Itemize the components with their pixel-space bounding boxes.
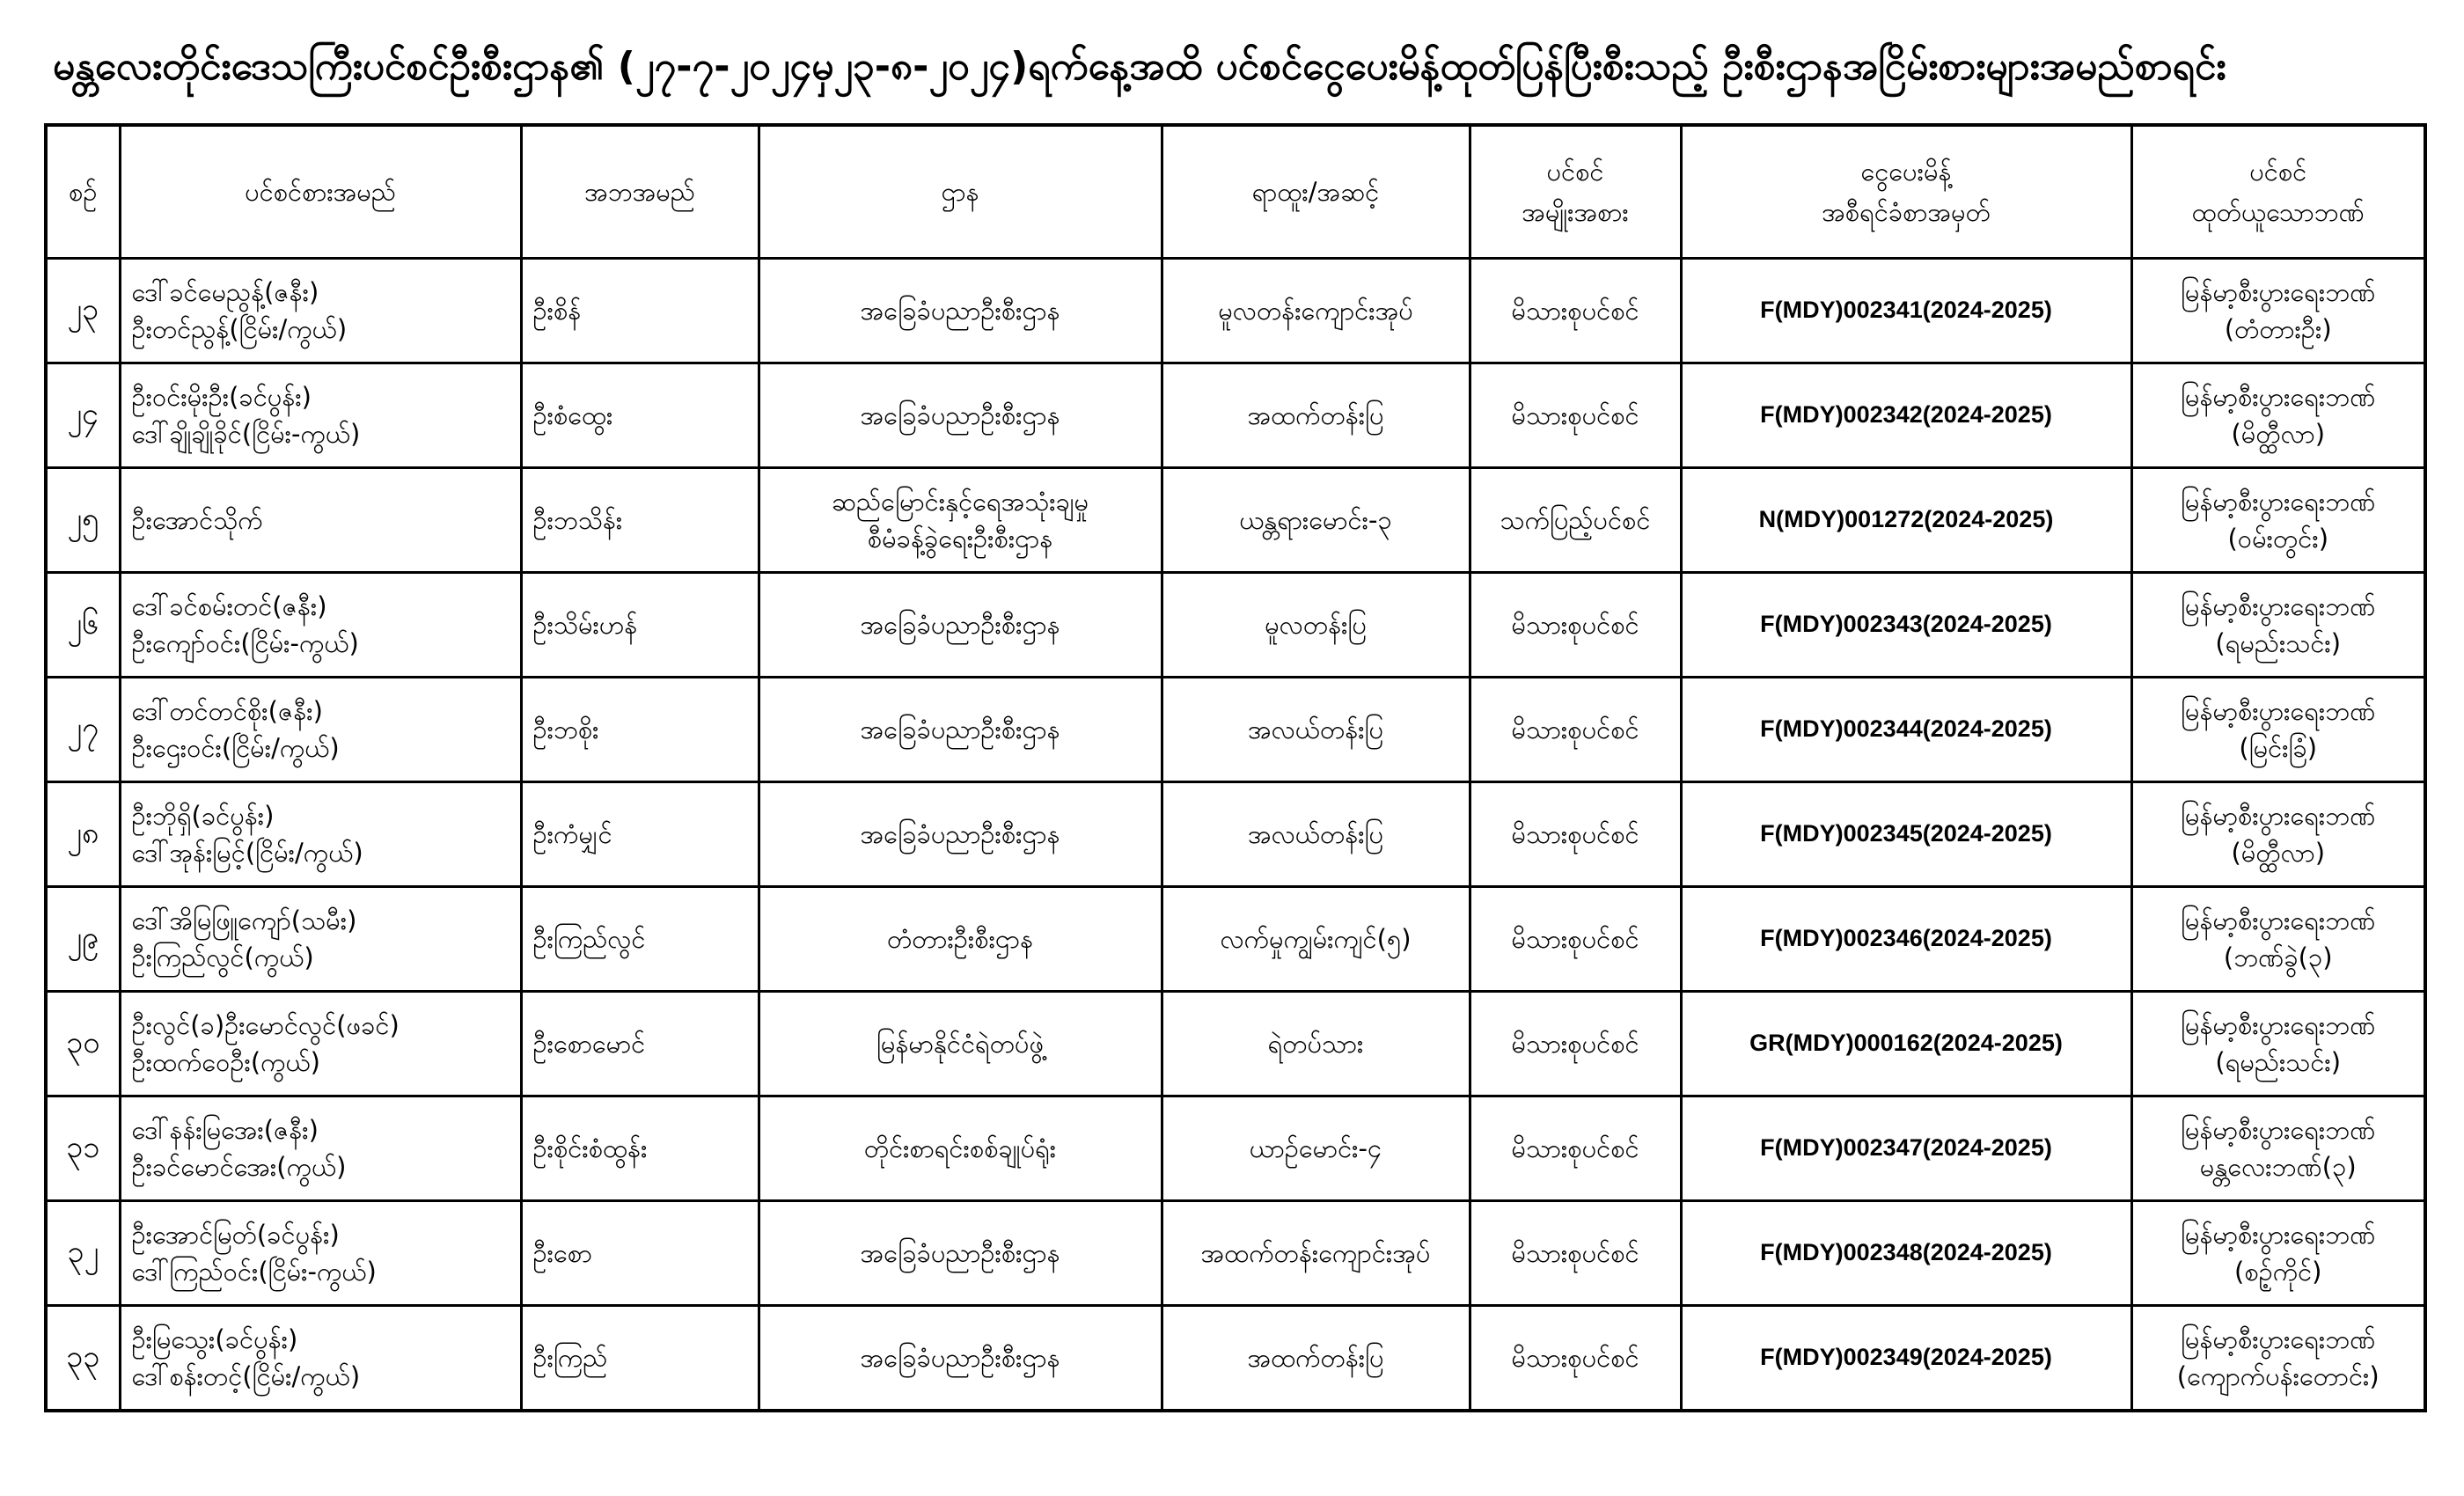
cell-name-line2: ဒေါ်စန်းတင့်(ငြိမ်း/ကွယ်) [131, 1361, 361, 1391]
cell-name [120, 1201, 521, 1306]
cell-name [120, 678, 521, 782]
header-name: ပင်စင်စားအမည် [120, 125, 521, 259]
cell-father: ဦးသိမ်းဟန် [521, 573, 759, 678]
cell-pension-type: မိသားစုပင်စင် [1470, 1306, 1681, 1412]
cell-name-line2: ဒေါ်ချိုချိုခိုင်(ငြိမ်း-ကွယ်) [131, 419, 361, 449]
header-no: စဉ် [46, 125, 120, 259]
cell-rank: ယန္တရားမောင်း-၃ [1162, 468, 1470, 573]
cell-name-line2: ဦးတင်ညွန့်(ငြိမ်း/ကွယ်) [131, 314, 348, 344]
cell-name-line1: ဦးဝင်းမိုးဦး(ခင်ပွန်း) [131, 381, 312, 412]
table-row [46, 782, 2425, 887]
cell-bank [2131, 992, 2425, 1096]
cell-department [759, 782, 1162, 887]
cell-bank-line2: (တံတားဦး) [2224, 314, 2332, 344]
cell-rank: အထက်တန်းပြ [1162, 1306, 1470, 1412]
cell-name-line1: ဒေါ်နန်းမြအေး(ဇနီး) [131, 1114, 319, 1145]
cell-department-line1: အခြေခံပညာဦးစီးဌာန [860, 609, 1060, 640]
table-row [46, 887, 2425, 992]
cell-father: ဦးကြည် [521, 1306, 759, 1412]
cell-name-line1: ဦးဘိုရှိ(ခင်ပွန်း) [131, 800, 275, 831]
cell-name [120, 1096, 521, 1201]
cell-pension-type: သက်ပြည့်ပင်စင် [1470, 468, 1681, 573]
cell-pension-type: မိသားစုပင်စင် [1470, 992, 1681, 1096]
cell-bank-line1: မြန်မာ့စီးပွားရေးဘဏ် [2181, 1009, 2376, 1040]
cell-name-line1: ဦးအောင်မြတ်(ခင်ပွန်း) [131, 1219, 340, 1250]
cell-bank [2131, 782, 2425, 887]
cell-bank-line2: (ကျောက်ပန်းတောင်း) [2176, 1361, 2380, 1391]
cell-bank-line1: မြန်မာ့စီးပွားရေးဘဏ် [2181, 486, 2376, 517]
cell-order-number: N(MDY)001272(2024-2025) [1681, 468, 2131, 573]
cell-order-number: F(MDY)002344(2024-2025) [1681, 678, 2131, 782]
cell-department [759, 678, 1162, 782]
cell-no: ၂၄ [46, 363, 120, 468]
cell-department [759, 1306, 1162, 1412]
cell-pension-type: မိသားစုပင်စင် [1470, 573, 1681, 678]
cell-name [120, 887, 521, 992]
cell-father: ဦးစံထွေး [521, 363, 759, 468]
cell-name [120, 259, 521, 363]
cell-no: ၃၁ [46, 1096, 120, 1201]
cell-bank-line2: (မြင်းခြံ) [2239, 733, 2318, 763]
cell-order-number: F(MDY)002348(2024-2025) [1681, 1201, 2131, 1306]
cell-department [759, 259, 1162, 363]
table-row [46, 1201, 2425, 1306]
cell-order-number: F(MDY)002343(2024-2025) [1681, 573, 2131, 678]
cell-name-line2: ဦးခင်မောင်အေး(ကွယ်) [131, 1152, 347, 1182]
cell-rank: အလယ်တန်းပြ [1162, 678, 1470, 782]
table-row [46, 992, 2425, 1096]
cell-name-line1: ဦးလွင်(ခ)ဦးမောင်လွင်(ဖခင်) [131, 1009, 400, 1040]
cell-order-number: F(MDY)002342(2024-2025) [1681, 363, 2131, 468]
cell-department-line1: အခြေခံပညာဦးစီးဌာန [860, 818, 1060, 849]
cell-pension-type: မိသားစုပင်စင် [1470, 1096, 1681, 1201]
cell-no: ၂၈ [46, 782, 120, 887]
cell-father: ဦးစော [521, 1201, 759, 1306]
cell-department [759, 1201, 1162, 1306]
cell-name-line1: ဒေါ်ခင်မေညွန့်(ဇနီး) [131, 276, 319, 307]
cell-name-line2: ဦးကြည်လွင်(ကွယ်) [131, 942, 314, 972]
cell-name-line1: ဦးမြသွေး(ခင်ပွန်း) [131, 1324, 298, 1354]
table-row [46, 468, 2425, 573]
table-row [46, 1306, 2425, 1412]
cell-bank-line2: (မိတ္ထီလာ) [2231, 419, 2326, 449]
cell-no: ၂၅ [46, 468, 120, 573]
cell-name-line2: ဦးကျော်ဝင်း(ငြိမ်း-ကွယ်) [131, 628, 359, 658]
cell-pension-type: မိသားစုပင်စင် [1470, 678, 1681, 782]
table-row [46, 573, 2425, 678]
cell-department [759, 363, 1162, 468]
header-department: ဌာန [759, 125, 1162, 259]
cell-bank-line2: (ရမည်းသင်း) [2215, 628, 2342, 658]
cell-father: ဦးစောမောင် [521, 992, 759, 1096]
cell-department-line1: တံတားဦးစီးဌာန [887, 923, 1033, 954]
cell-no: ၂၉ [46, 887, 120, 992]
cell-department-line2: စီမံခန့်ခွဲရေးဦးစီးဌာန [867, 524, 1053, 554]
table-row [46, 678, 2425, 782]
cell-bank-line2: (ဝမ်းတွင်း) [2227, 524, 2329, 554]
cell-no: ၂၇ [46, 678, 120, 782]
header-bank-line1: ပင်စင် [2249, 156, 2307, 187]
cell-no: ၂၃ [46, 259, 120, 363]
cell-bank-line1: မြန်မာ့စီးပွားရေးဘဏ် [2181, 381, 2376, 412]
cell-order-number: F(MDY)002341(2024-2025) [1681, 259, 2131, 363]
cell-rank: အထက်တန်းပြ [1162, 363, 1470, 468]
cell-bank-line1: မြန်မာ့စီးပွားရေးဘဏ် [2181, 1219, 2376, 1250]
cell-department [759, 992, 1162, 1096]
cell-department-line1: အခြေခံပညာဦးစီးဌာန [860, 400, 1060, 430]
cell-department [759, 887, 1162, 992]
cell-department-line1: အခြေခံပညာဦးစီးဌာန [860, 1342, 1060, 1373]
cell-department-line1: ဆည်မြောင်းနှင့်ရေအသုံးချမှု [831, 486, 1089, 517]
header-father: အဘအမည် [521, 125, 759, 259]
cell-bank [2131, 887, 2425, 992]
cell-name [120, 992, 521, 1096]
cell-name [120, 573, 521, 678]
cell-bank-line2: မန္တလေးဘဏ်(၃) [2199, 1152, 2357, 1182]
cell-bank [2131, 468, 2425, 573]
cell-bank [2131, 573, 2425, 678]
cell-bank-line1: မြန်မာ့စီးပွားရေးဘဏ် [2181, 590, 2376, 621]
cell-father: ဦးဘစိုး [521, 678, 759, 782]
cell-no: ၃၃ [46, 1306, 120, 1412]
cell-name-line2: ဦးဌေးဝင်း(ငြိမ်း/ကွယ်) [131, 733, 340, 763]
cell-order-number: F(MDY)002347(2024-2025) [1681, 1096, 2131, 1201]
cell-bank-line1: မြန်မာ့စီးပွားရေးဘဏ် [2181, 905, 2376, 935]
cell-bank [2131, 1306, 2425, 1412]
cell-name-line2: ဒေါ်အုန်းမြင့်(ငြိမ်း/ကွယ်) [131, 838, 363, 868]
cell-department-line1: အခြေခံပညာဦးစီးဌာန [860, 295, 1060, 326]
cell-bank [2131, 678, 2425, 782]
cell-department-line1: အခြေခံပညာဦးစီးဌာန [860, 714, 1060, 744]
header-rank: ရာထူး/အဆင့် [1162, 125, 1470, 259]
cell-name [120, 363, 521, 468]
cell-name-line2: ဒေါ်ကြည်ဝင်း(ငြိမ်း-ကွယ်) [131, 1257, 377, 1287]
cell-bank-line1: မြန်မာ့စီးပွားရေးဘဏ် [2181, 695, 2376, 726]
cell-department-line1: အခြေခံပညာဦးစီးဌာန [860, 1237, 1060, 1268]
cell-name [120, 468, 521, 573]
cell-pension-type: မိသားစုပင်စင် [1470, 782, 1681, 887]
cell-pension-type: မိသားစုပင်စင် [1470, 887, 1681, 992]
header-order-line1: ငွေပေးမိန့် [1860, 156, 1952, 187]
cell-department [759, 468, 1162, 573]
cell-rank: ရဲတပ်သား [1162, 992, 1470, 1096]
cell-bank-line1: မြန်မာ့စီးပွားရေးဘဏ် [2181, 1114, 2376, 1145]
table-row [46, 259, 2425, 363]
cell-bank [2131, 1201, 2425, 1306]
header-bank [2131, 125, 2425, 259]
cell-bank-line2: (ရမည်းသင်း) [2215, 1047, 2342, 1077]
cell-bank-line1: မြန်မာ့စီးပွားရေးဘဏ် [2181, 1324, 2376, 1354]
header-pension-type-line1: ပင်စင် [1546, 156, 1604, 187]
cell-father: ဦးစိုင်းစံထွန်း [521, 1096, 759, 1201]
header-pension-type [1470, 125, 1681, 259]
cell-order-number: GR(MDY)000162(2024-2025) [1681, 992, 2131, 1096]
cell-father: ဦးကံမျှင် [521, 782, 759, 887]
cell-bank-line2: (စဥ့်ကိုင်) [2234, 1257, 2322, 1287]
cell-bank-line2: (မိတ္ထီလာ) [2231, 838, 2326, 868]
cell-name-line1: ဒေါ်တင်တင်စိုး(ဇနီး) [131, 695, 323, 726]
cell-bank-line1: မြန်မာ့စီးပွားရေးဘဏ် [2181, 800, 2376, 831]
header-pension-type-line2: အမျိုးအစား [1522, 197, 1629, 227]
page-title: မန္တလေးတိုင်းဒေသကြီးပင်စင်ဦးစီးဌာန၏ (၂၇-၇-၂၀၂၄မှ၂၃-၈-၂၀၂၄)ရက်နေ့အထိ ပင်စင်ငွေပေးမိန့်ထုတ်ပြန်ပြီးစီးသည့် ဦးစီးဌာနအငြိမ်းစားများအမည်စာရင်း [53, 44, 2226, 89]
header-order-line2: အစီရင်ခံစာအမှတ် [1822, 197, 1991, 227]
cell-pension-type: မိသားစုပင်စင် [1470, 259, 1681, 363]
cell-order-number: F(MDY)002346(2024-2025) [1681, 887, 2131, 992]
cell-order-number: F(MDY)002345(2024-2025) [1681, 782, 2131, 887]
cell-name-line1: ဦးအောင်သိုက် [131, 504, 263, 535]
cell-bank [2131, 259, 2425, 363]
cell-name [120, 782, 521, 887]
cell-name-line1: ဒေါ်အိမြဖြူကျော်(သမီး) [131, 905, 357, 935]
cell-rank: မူလတန်းပြ [1162, 573, 1470, 678]
cell-order-number: F(MDY)002349(2024-2025) [1681, 1306, 2131, 1412]
cell-department-line1: မြန်မာနိုင်ငံရဲတပ်ဖွဲ့ [876, 1028, 1045, 1059]
table-header-row [46, 125, 2425, 259]
cell-bank [2131, 1096, 2425, 1201]
cell-father: ဦးစိန် [521, 259, 759, 363]
cell-department [759, 1096, 1162, 1201]
cell-bank-line2: (ဘဏ်ခွဲ(၃) [2223, 942, 2333, 972]
cell-name-line2: ဦးထက်ဝေဦး(ကွယ်) [131, 1047, 320, 1077]
cell-department [759, 573, 1162, 678]
table-row [46, 1096, 2425, 1201]
cell-rank: အထက်တန်းကျောင်းအုပ် [1162, 1201, 1470, 1306]
table-row [46, 363, 2425, 468]
pension-table [44, 123, 2427, 1412]
cell-rank: ယာဉ်မောင်း-၄ [1162, 1096, 1470, 1201]
cell-name-line1: ဒေါ်ခင်စမ်းတင်(ဇနီး) [131, 590, 327, 621]
cell-name [120, 1306, 521, 1412]
cell-rank: အလယ်တန်းပြ [1162, 782, 1470, 887]
cell-pension-type: မိသားစုပင်စင် [1470, 1201, 1681, 1306]
cell-no: ၃၂ [46, 1201, 120, 1306]
header-order [1681, 125, 2131, 259]
cell-department-line1: တိုင်းစာရင်းစစ်ချုပ်ရုံး [863, 1133, 1057, 1163]
header-bank-line2: ထုတ်ယူသောဘဏ် [2191, 197, 2365, 227]
cell-no: ၃၀ [46, 992, 120, 1096]
cell-father: ဦးဘသိန်း [521, 468, 759, 573]
cell-bank [2131, 363, 2425, 468]
cell-father: ဦးကြည်လွင် [521, 887, 759, 992]
cell-rank: မူလတန်းကျောင်းအုပ် [1162, 259, 1470, 363]
cell-bank-line1: မြန်မာ့စီးပွားရေးဘဏ် [2181, 276, 2376, 307]
cell-pension-type: မိသားစုပင်စင် [1470, 363, 1681, 468]
cell-no: ၂၆ [46, 573, 120, 678]
cell-rank: လက်မှုကျွမ်းကျင်(၅) [1162, 887, 1470, 992]
